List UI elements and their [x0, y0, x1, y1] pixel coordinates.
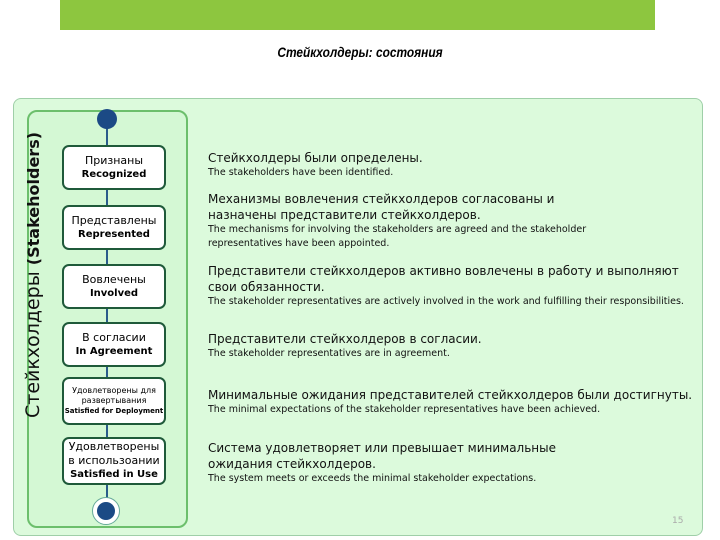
state-satisfied-deployment — [62, 377, 166, 425]
desc-en: The stakeholders have been identified. — [208, 167, 394, 178]
start-node — [97, 109, 117, 129]
state-recognized — [62, 145, 166, 190]
state-ru: Удовлетворены для развертывания — [72, 386, 156, 405]
desc-en: The system meets or exceeds the minimal stakeholder expectations. — [208, 473, 537, 484]
desc-ru: Стейкхолдеры были определены. — [208, 151, 423, 165]
desc-ru: Механизмы вовлечения стейкхолдеров согласованы и назначены представители стейкхолдеров. — [208, 192, 555, 222]
desc-ru: Минимальные ожидания представителей стейкхолдеров были достигнуты. — [208, 388, 693, 402]
description-6 — [208, 440, 608, 486]
state-represented — [62, 205, 166, 250]
state-en: Satisfied in Use — [70, 469, 158, 480]
description-4 — [208, 331, 698, 361]
state-ru: Признаны — [84, 153, 144, 167]
description-3 — [208, 263, 698, 309]
state-ru: Удовлетворены в использоании — [68, 440, 160, 467]
state-en: Represented — [78, 228, 150, 240]
desc-ru: Представители стейкхолдеров в согласии. — [208, 332, 482, 346]
state-en: Recognized — [81, 168, 147, 180]
state-ru: Вовлечены — [82, 272, 146, 286]
end-node — [97, 502, 115, 520]
page-number: 15 — [672, 516, 684, 526]
slide-title: Стейкхолдеры: состояния — [277, 44, 443, 60]
desc-en: The mechanisms for involving the stakeholders are agreed and the stakeholder representatives have been appointed. — [208, 224, 587, 249]
description-1 — [208, 150, 698, 180]
state-en: In Agreement — [75, 345, 153, 357]
desc-ru: Представители стейкхолдеров активно вовлечены в работу и выполняют свои обязанности. — [208, 264, 679, 294]
desc-en: The stakeholder representatives are actively involved in the work and fulfilling their responsibilities. — [208, 296, 684, 307]
state-ru: Представлены — [71, 213, 157, 227]
state-satisfied-in-use — [62, 437, 166, 485]
header-bar — [60, 0, 655, 30]
description-5 — [208, 387, 698, 417]
state-en: Satisfied for Deployment — [64, 407, 164, 415]
description-2 — [208, 191, 608, 251]
desc-ru: Система удовлетворяет или превышает минимальные ожидания стейкхолдеров. — [208, 441, 557, 471]
state-in-agreement — [62, 322, 166, 367]
state-en: Involved — [89, 287, 139, 299]
state-ru: В согласии — [82, 330, 146, 344]
lane-label — [22, 132, 44, 418]
lane-label-en: (Stakeholders) — [24, 131, 43, 266]
lane-label-ru: Стейкхолдеры — [22, 271, 44, 418]
state-involved — [62, 264, 166, 309]
desc-en: The minimal expectations of the stakeholder representatives have been achieved. — [208, 404, 601, 415]
desc-en: The stakeholder representatives are in agreement. — [208, 348, 450, 359]
